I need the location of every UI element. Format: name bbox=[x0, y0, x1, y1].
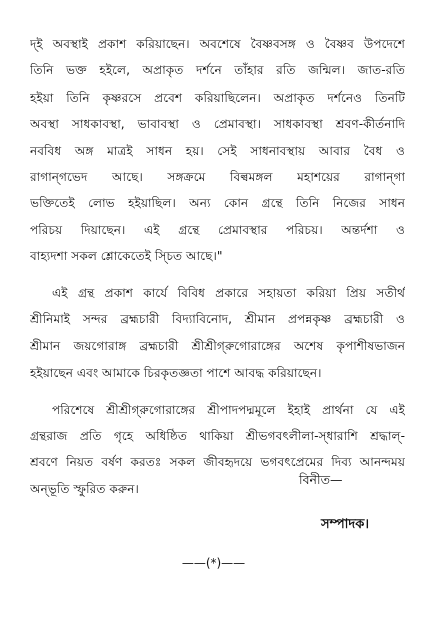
text-line: হইয়াছেন এবং আমাকে চিরকৃতজ্ঞতা পাশে আবদ্ধ করিয়াছেন। bbox=[30, 366, 322, 380]
text-line: ভক্তিতেই লোভ হইয়াছিল। অন্য কোন গ্রন্থে তিনি নিজের সাধন bbox=[30, 196, 405, 210]
text-line: গ্রন্থরাজ প্রতি গৃহে অধিষ্ঠিত থাকিয়া শ্রীভগবৎলীলা-স্‌ধারাশি শ্রদ্ধাল্‌- bbox=[30, 429, 405, 443]
text-line: তিনি ভক্ত হইলে, অপ্রাকৃত দর্শনে তাঁহার রতি জন্মিল। জাত-রতি bbox=[30, 63, 405, 77]
signature-editor: সম্পাদক। bbox=[321, 517, 369, 532]
text-line: পরিচয় দিয়াছেন। এই গ্রন্থে প্রেমাবস্থার পরিচয়। অন্তর্দশা ও bbox=[30, 223, 405, 237]
text-line: শ্রবণে নিয়ত বর্ষণ করতঃ সকল জীবহৃদয়ে ভগবৎপ্রেমের দিব্য আনন্দময় bbox=[30, 455, 405, 469]
text-line: এই গ্রন্থ প্রকাশ কার্যে বিবিধ প্রকারে সহায়তা করিয়া প্রিয় সতীর্থ bbox=[52, 286, 405, 300]
text-line: পরিশেষে শ্রীশ্রীগ্‌রুগোরাঙ্গের শ্রীপাদপদ্মমূলে ইহাই প্রার্থনা যে এই bbox=[52, 403, 405, 417]
text-line: অবস্থা সাধকাবস্থা, ভাবাবস্থা ও প্রেমাবস্থা। সাধকাবস্থা শ্রবণ-কীর্তনাদি bbox=[30, 117, 405, 131]
text-line: অন্‌ভূতি স্ফুরিত করুন। bbox=[30, 482, 139, 496]
text-line: নববিধ অঙ্গ মাত্রই সাধন হয়। সেই সাধনাবস্থায় আবার বৈধ ও bbox=[30, 144, 405, 158]
text-line: বাহ্যদশা সকল শ্লোকেতেই স্চিত আছে।" bbox=[30, 249, 223, 263]
text-line: দ্‌ই অবস্থাই প্রকাশ করিয়াছেন। অবশেষে বৈষ্ণবসঙ্গ ও বৈষ্ণব উপদেশে bbox=[30, 37, 405, 51]
text-line: হইয়া তিনি কৃষ্ণরসে প্রবেশ করিয়াছিলেন। অপ্রাকৃত দর্শনেও তিনটি bbox=[30, 91, 405, 105]
text-line: শ্রীমান জয়গোরাঙ্গ ব্রহ্মচারী শ্রীশ্রীগ্‌রুগোরাঙ্গের অশেষ কৃপাশীষভাজন bbox=[30, 339, 405, 353]
page-marker: ——(*)—— bbox=[181, 556, 246, 570]
signature-humble: বিনীত— bbox=[299, 472, 343, 487]
text-line: রাগান্‌গভেদ আছে। সঙ্গক্রমে বিল্বমঙ্গল মহাশয়ের রাগান্‌গা bbox=[30, 170, 405, 184]
text-line: শ্রীনিমাই সন্দর ব্রহ্মচারী বিদ্যাবিনোদ, শ্রীমান প্রপন্নকৃষ্ণ ব্রহ্মচারী ও bbox=[30, 312, 405, 326]
